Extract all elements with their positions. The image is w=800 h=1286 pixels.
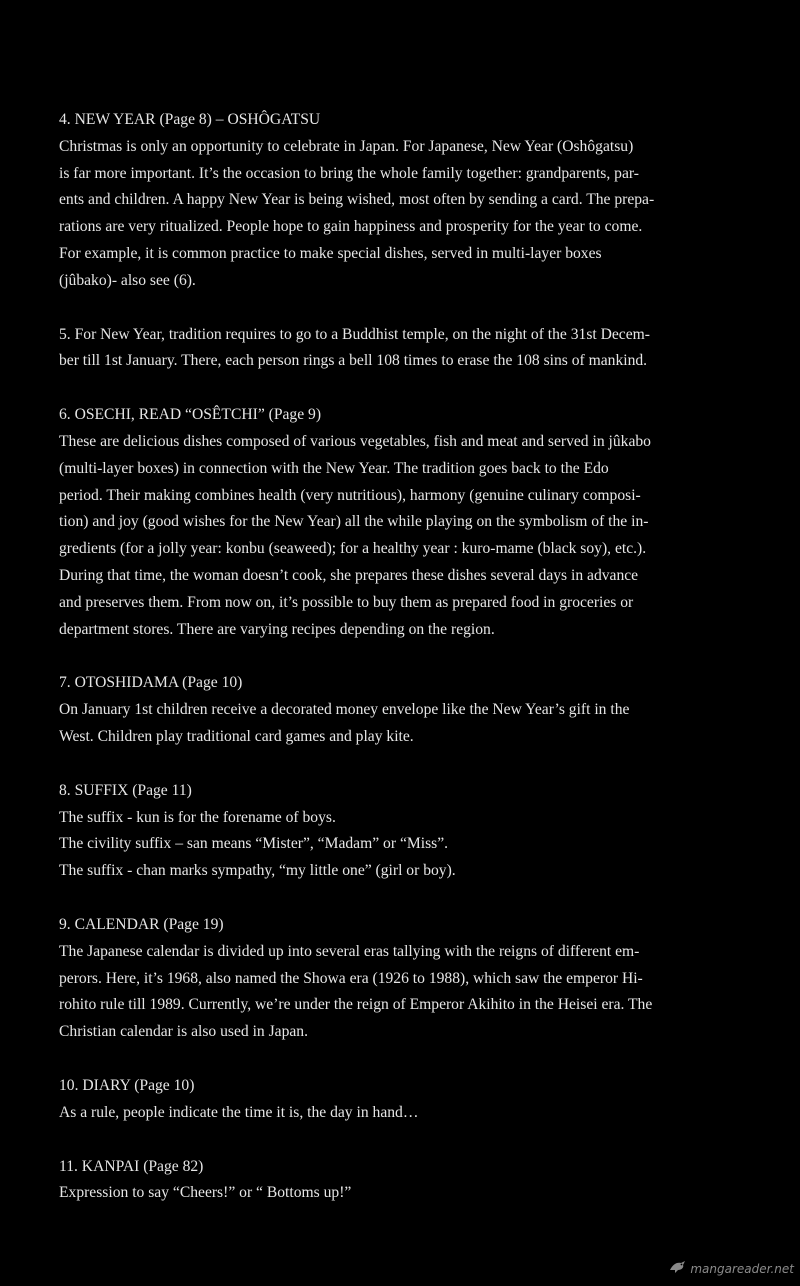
note-line: rohito rule till 1989. Currently, we’re under the reign of Emperor Akihito in the Heisei era. The xyxy=(59,996,653,1014)
note-line: The civility suffix – san means “Mister”, “Madam” or “Miss”. xyxy=(59,835,449,853)
note-line: ber till 1st January. There, each person rings a bell 108 times to erase the 108 sins of mankind. xyxy=(59,352,648,370)
note-line: department stores. There are varying recipes depending on the region. xyxy=(59,620,495,638)
watermark-text: mangareader.net xyxy=(690,1261,794,1276)
note-temple xyxy=(59,322,754,376)
note-heading: 9. CALENDAR (Page 19) xyxy=(59,915,224,933)
note-heading: 8. SUFFIX (Page 11) xyxy=(59,781,192,799)
note-heading: 4. NEW YEAR (Page 8) – OSHÔGATSU xyxy=(59,111,321,128)
note-line: During that time, the woman doesn’t cook, she prepares these dishes several days in advance xyxy=(59,566,639,584)
note-line: (jûbako)- also see (6). xyxy=(59,271,196,289)
note-osechi xyxy=(59,402,754,643)
note-diary xyxy=(59,1073,754,1127)
note-line: For example, it is common practice to make special dishes, served in multi-layer boxes xyxy=(59,244,602,262)
note-heading: 7. OTOSHIDAMA (Page 10) xyxy=(59,674,243,692)
note-line: and preserves them. From now on, it’s possible to buy them as prepared food in groceries or xyxy=(59,593,634,611)
note-line: is far more important. It’s the occasion to bring the whole family together: grandparents, par- xyxy=(59,164,639,182)
note-line: perors. Here, it’s 1968, also named the Showa era (1926 to 1988), which saw the emperor Hi- xyxy=(59,969,643,987)
note-line: ents and children. A happy New Year is being wished, most often by sending a card. The prepa- xyxy=(59,191,655,209)
note-calendar xyxy=(59,912,754,1046)
note-line: On January 1st children receive a decorated money envelope like the New Year’s gift in the xyxy=(59,701,630,719)
note-heading: 6. OSECHI, READ “OSÊTCHI” (Page 9) xyxy=(59,406,322,424)
note-kanpai xyxy=(59,1154,754,1208)
note-line: (multi-layer boxes) in connection with the New Year. The tradition goes back to the Edo xyxy=(59,459,609,477)
note-line: rations are very ritualized. People hope to gain happiness and prosperity for the year to come. xyxy=(59,218,643,236)
note-line: The suffix - chan marks sympathy, “my little one” (girl or boy). xyxy=(59,862,456,880)
note-line: period. Their making combines health (very nutritious), harmony (genuine culinary composi- xyxy=(59,486,641,504)
note-line: Christmas is only an opportunity to celebrate in Japan. For Japanese, New Year (Oshôgatsu) xyxy=(59,137,634,155)
note-heading: 10. DIARY (Page 10) xyxy=(59,1076,195,1094)
note-line: West. Children play traditional card games and play kite. xyxy=(59,727,414,745)
note-new-year xyxy=(59,107,754,295)
dragon-logo-icon xyxy=(669,1260,687,1277)
note-line: As a rule, people indicate the time it is, the day in hand… xyxy=(59,1103,419,1121)
note-line: gredients (for a jolly year: konbu (seaweed); for a healthy year : kuro-mame (black soy), etc.). xyxy=(59,540,647,558)
note-line: tion) and joy (good wishes for the New Year) all the while playing on the symbolism of the in- xyxy=(59,513,649,531)
note-suffix xyxy=(59,778,754,885)
note-line: The suffix - kun is for the forename of boys. xyxy=(59,808,336,826)
watermark xyxy=(669,1260,794,1277)
note-line: 5. For New Year, tradition requires to go to a Buddhist temple, on the night of the 31st Decem- xyxy=(59,325,650,343)
note-line: Christian calendar is also used in Japan. xyxy=(59,1023,309,1041)
note-heading: 11. KANPAI (Page 82) xyxy=(59,1157,204,1175)
note-line: These are delicious dishes composed of various vegetables, fish and meat and served in jûkabo xyxy=(59,432,651,450)
note-otoshidama xyxy=(59,670,754,750)
notes-content xyxy=(59,107,754,1234)
note-line: The Japanese calendar is divided up into several eras tallying with the reigns of different em- xyxy=(59,942,640,960)
note-line: Expression to say “Cheers!” or “ Bottoms up!” xyxy=(59,1184,352,1202)
